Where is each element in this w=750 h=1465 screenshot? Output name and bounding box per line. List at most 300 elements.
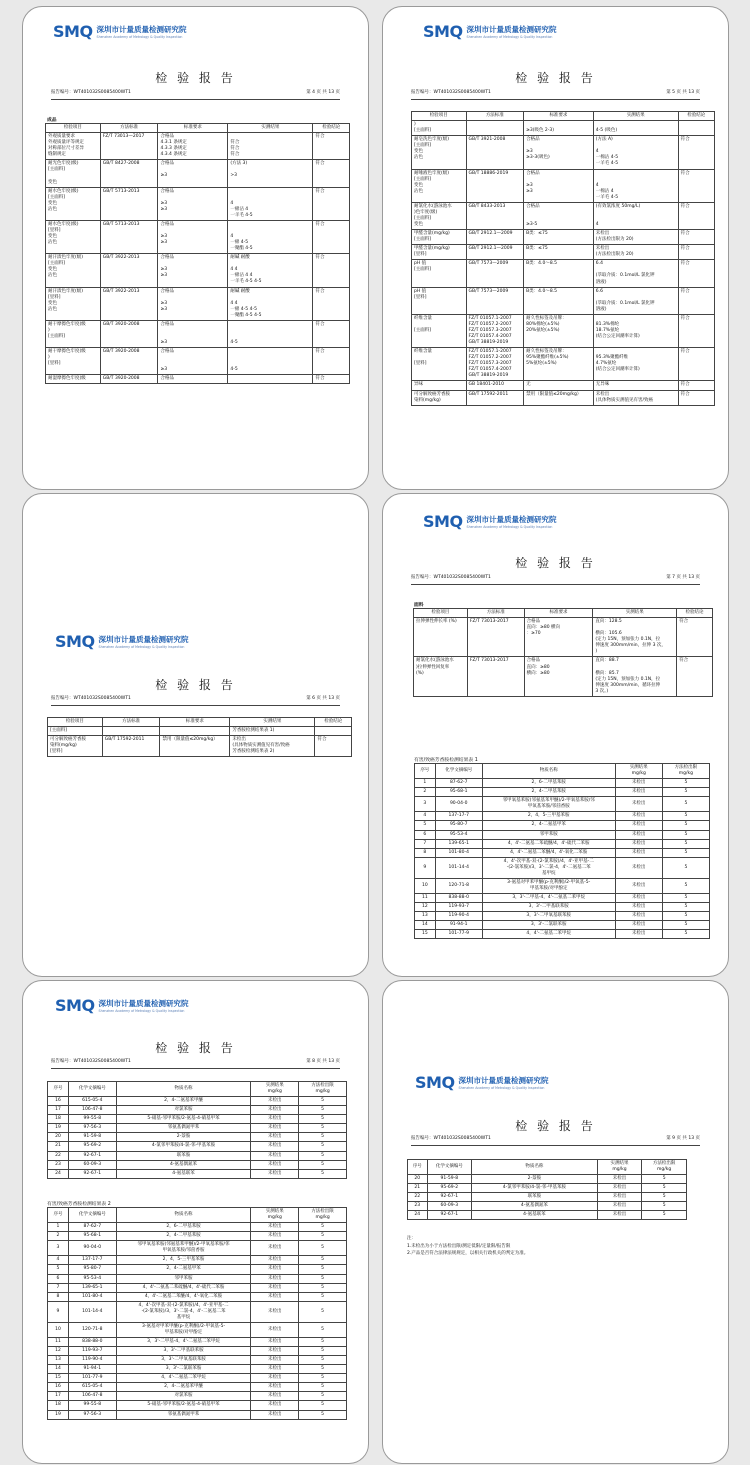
detection-limit: 5: [299, 1401, 347, 1410]
column-header: 物质名称: [116, 1208, 251, 1223]
table-cell: GB/T 17592-2011: [466, 390, 524, 405]
report-page-4: [22, 6, 369, 490]
column-header: 标准要求: [524, 112, 594, 121]
table-header-row: [408, 1160, 687, 1175]
table-cell: 符合: [313, 133, 350, 160]
detection-limit: 5: [642, 1211, 687, 1220]
substance-name: 联苯胺: [116, 1151, 251, 1160]
table-cell: GB/T 3922-2013: [100, 254, 158, 287]
table-cell: 4 一棉沾 4 一羊毛 4-5: [593, 169, 678, 202]
detection-limit: 5: [299, 1142, 347, 1151]
table-row: [48, 1232, 347, 1241]
row-number: 10: [415, 878, 436, 893]
detection-limit: 5: [299, 1292, 347, 1301]
note-line: 2.产品是否符合法律法规规定，以相关行政机关的判定为准。: [407, 1251, 529, 1257]
cas-number: 95-69-2: [427, 1184, 472, 1193]
row-number: 2: [48, 1232, 69, 1241]
row-number: 23: [48, 1160, 69, 1169]
substance-name: 3-氨基对甲苯甲醚(p-克利酮)/2-甲氧基-5- 甲基苯胺/对甲酚定: [116, 1322, 251, 1337]
table-cell: 符合: [313, 187, 350, 220]
table-cell: GB/T 18886-2019: [466, 169, 524, 202]
substance-name: 4-氨基偶氮苯: [116, 1160, 251, 1169]
table-row: [46, 160, 350, 187]
table-row: [48, 1151, 347, 1160]
measured-result: 未检出: [251, 1283, 299, 1292]
table-row: [48, 727, 352, 736]
measured-result: 未检出: [251, 1115, 299, 1124]
table-cell: 直向：128.5 横向：105.6 (定力 15N，预加张力 0.1N，拉 伸速度 300mm/min，拉伸 3 次， ): [593, 618, 677, 657]
substance-name: 3-氨基对甲苯甲醚(p-克利酮)/2-甲氧基-5- 甲基苯胺/对甲酚定: [482, 878, 615, 893]
report-number: 报告编号：WT401032S0085400WT1: [411, 575, 491, 580]
measured-result: 未检出: [251, 1301, 299, 1322]
measured-result: 未检出: [251, 1256, 299, 1265]
table-cell: 符合: [313, 254, 350, 287]
table-row: [415, 812, 710, 821]
table-cell: 无异味: [593, 381, 678, 390]
table-cell: 符合: [313, 287, 350, 320]
measured-result: 未检出: [251, 1232, 299, 1241]
table-cell: 外观质量要求 外观质量评等规定 对称部位尺寸差异 缝制规定: [46, 133, 101, 160]
detection-limit: 5: [299, 1115, 347, 1124]
table-row: [46, 187, 350, 220]
column-header: 方法标准: [467, 609, 524, 618]
column-header: 检验项目: [412, 112, 467, 121]
page-title: 检 验 报 告: [515, 71, 596, 85]
table-row: [415, 894, 710, 903]
cas-number: 119-93-7: [68, 1347, 116, 1356]
table-cell: GB/T 5713-2013: [100, 220, 158, 253]
table-cell: 符合: [313, 375, 350, 384]
cas-number: 838-88-0: [68, 1338, 116, 1347]
measured-result: 未检出: [251, 1241, 299, 1256]
table-cell: 合格品 ≥3: [158, 348, 228, 375]
cas-number: 90-04-0: [68, 1241, 116, 1256]
table-row: [48, 1356, 347, 1365]
cas-number: 97-56-3: [68, 1410, 116, 1419]
table-cell: [466, 121, 524, 136]
table-cell: 未检出 (具体物质实测值见有害/致癌: [593, 390, 678, 405]
table-header-row: [48, 718, 352, 727]
detection-limit: 5: [299, 1347, 347, 1356]
column-header: 检验项目: [414, 609, 468, 618]
table-cell: 4-5: [228, 348, 313, 375]
substance-name: 2，6-二甲基苯胺: [482, 779, 615, 788]
detection-limit: 5: [299, 1223, 347, 1232]
substance-name: 2-萘胺: [472, 1175, 598, 1184]
table-cell: FZ/T 73013-2017: [467, 618, 524, 657]
column-header: 实测结果 mg/kg: [615, 764, 662, 779]
table-cell: FZ/T 01057.1-2007 FZ/T 01057.2-2007 FZ/T 01057.3-2007 FZ/T 01057.4-2007 GB/T 38819-2019: [466, 314, 524, 347]
table-cell: pH 值 [里料]: [412, 287, 467, 314]
measured-result: 未检出: [251, 1169, 299, 1178]
column-header: 物质名称: [116, 1082, 251, 1097]
table-cell: [160, 727, 230, 736]
table-row: [412, 202, 715, 229]
table-cell: GB/T 3922-2013: [100, 287, 158, 320]
table-cell: FZ/T 73013—2017: [100, 133, 158, 160]
detection-limit: 5: [299, 1124, 347, 1133]
table-row: [48, 1106, 347, 1115]
table-row: [48, 1133, 347, 1142]
amine-table-2b: [407, 1159, 687, 1220]
cas-number: 90-04-0: [435, 797, 482, 812]
measured-result: 未检出: [597, 1193, 642, 1202]
detection-limit: 5: [662, 878, 709, 893]
detection-limit: 5: [299, 1383, 347, 1392]
report-page-6: [22, 493, 369, 977]
substance-name: 2，6-二甲基苯胺: [116, 1223, 251, 1232]
table-row: [414, 618, 713, 657]
table-cell: 可分解致癌芳香胺 染料(mg/kg) [里料]: [48, 736, 103, 757]
table-cell: [主面料]: [48, 727, 103, 736]
measured-result: 未检出: [615, 912, 662, 921]
row-number: 4: [48, 1256, 69, 1265]
row-number: 13: [415, 912, 436, 921]
table-cell: 符合: [315, 736, 352, 757]
table-cell: (方法 3) >3: [228, 160, 313, 187]
column-header: 标准要求: [158, 124, 228, 133]
substance-name: 3，3'-二甲基联苯胺: [116, 1347, 251, 1356]
inspection-table-p5: [411, 111, 715, 406]
table-cell: 耐干摩擦色牢度(级 ) [里料]: [46, 348, 101, 375]
detection-limit: 5: [299, 1322, 347, 1337]
cas-number: 91-59-8: [427, 1175, 472, 1184]
row-number: 24: [408, 1211, 428, 1220]
inspection-table-p4: [45, 123, 350, 384]
measured-result: 未检出: [615, 830, 662, 839]
table-row: [48, 1241, 347, 1256]
table-row: [412, 287, 715, 314]
column-header: 方法标准: [466, 112, 524, 121]
table-cell: 符合: [678, 136, 714, 169]
table-cell: 无: [524, 381, 594, 390]
table-cell: 符合: [678, 381, 714, 390]
detection-limit: 5: [299, 1374, 347, 1383]
page-number: 第 5 页 共 13 页: [666, 90, 700, 95]
detection-limit: 5: [299, 1151, 347, 1160]
amine-table-title: 有害/致癌芳香胺检测结果表 2: [47, 1202, 111, 1207]
table-row: [48, 1338, 347, 1347]
report-number: 报告编号：WT401032S0085400WT1: [51, 90, 131, 95]
substance-name: 2，4-二甲基苯胺: [482, 788, 615, 797]
measured-result: 未检出: [615, 921, 662, 930]
amine-table-1b: [47, 1081, 347, 1179]
row-number: 9: [415, 857, 436, 878]
detection-limit: 5: [299, 1097, 347, 1106]
table-cell: 耐唾液色牢度(级) [主面料] 变色 沾色: [412, 169, 467, 202]
table-cell: 合格品 直向：≥80 横向 ：≥70: [524, 618, 593, 657]
table-cell: 耐碱 耐酸 4 4 一棉沾 4 4 一羊毛 4-5 4-5: [228, 254, 313, 287]
measured-result: 未检出: [597, 1211, 642, 1220]
cas-number: 119-90-4: [68, 1356, 116, 1365]
table-row: [415, 878, 710, 893]
row-number: 15: [415, 930, 436, 939]
report-page-5: [382, 6, 729, 490]
row-number: 16: [48, 1097, 69, 1106]
table-cell: 81.3%棉纶 18.7%氨纶 (结合公定回潮率计算): [593, 314, 678, 347]
table-row: [48, 1347, 347, 1356]
table-cell: 禁用（限量值≤20mg/kg）: [524, 390, 594, 405]
column-header: 检验结论: [677, 609, 713, 618]
substance-name: 3，3'-二甲基-4，4'-二氨基二苯甲烷: [116, 1338, 251, 1347]
column-header: 检验结论: [315, 718, 352, 727]
table-cell: 4 一棉沾 4 一羊毛 4-5: [228, 187, 313, 220]
substance-name: 2，4-二氨基甲苯: [482, 821, 615, 830]
table-row: [48, 1274, 347, 1283]
table-cell: 未检出 (方法检出限为 20): [593, 230, 678, 245]
substance-name: 4，4'-二氨基二苯甲烷: [116, 1374, 251, 1383]
column-header: 序号: [48, 1208, 69, 1223]
substance-name: 2，4-二甲基苯胺: [116, 1232, 251, 1241]
measured-result: 未检出: [615, 894, 662, 903]
substance-name: 邻甲氧基苯胺(邻氨基苯甲醚)/2-甲氧基苯胺/邻 甲氧基苯胺/邻茴香胺: [482, 797, 615, 812]
table-cell: B类：≤75: [524, 245, 594, 260]
table-cell: GB/T 3921-2008: [466, 136, 524, 169]
table-cell: 纤维含量 [主面料]: [412, 314, 467, 347]
row-number: 17: [48, 1392, 69, 1401]
report-number: 报告编号：WT401032S0085400WT1: [411, 1136, 491, 1141]
table-row: [48, 1283, 347, 1292]
table-cell: GB/T 3920-2008: [100, 375, 158, 384]
cas-number: 106-47-8: [68, 1106, 116, 1115]
table-cell: 合格品: [158, 375, 228, 384]
measured-result: 未检出: [251, 1392, 299, 1401]
column-header: 实测结果: [593, 112, 678, 121]
row-number: 18: [48, 1115, 69, 1124]
table-cell: 6.4 (萃取介质：0.1mol/L 氯化钾 溶液): [593, 260, 678, 287]
table-cell: 符合: [313, 348, 350, 375]
measured-result: 未检出: [597, 1184, 642, 1193]
cas-number: 91-59-8: [68, 1133, 116, 1142]
cas-number: 99-55-8: [68, 1115, 116, 1124]
row-number: 3: [48, 1241, 69, 1256]
substance-name: 4-氨基联苯: [472, 1211, 598, 1220]
table-row: [415, 797, 710, 812]
table-row: [48, 1410, 347, 1419]
cas-number: 106-47-8: [68, 1392, 116, 1401]
cas-number: 60-09-3: [427, 1202, 472, 1211]
cas-number: 92-67-1: [68, 1169, 116, 1178]
report-number: 报告编号：WT401032S0085400WT1: [51, 1059, 131, 1064]
cas-number: 838-88-0: [435, 894, 482, 903]
table-cell: GB/T 7573—2009: [466, 287, 524, 314]
table-cell: 符合: [678, 245, 714, 260]
substance-name: 4，4'-次甲基-双-(2-氯苯胺)/4，4'-亚甲基-二 -(2-氯苯胺)/3，3'-二氯-4，4'-二氨基二苯 基甲烷: [116, 1301, 251, 1322]
detection-limit: 5: [662, 848, 709, 857]
table-cell: [678, 121, 714, 136]
detection-limit: 5: [299, 1365, 347, 1374]
column-header: 方法标准: [100, 124, 158, 133]
table-row: [48, 1401, 347, 1410]
table-cell: 异味: [412, 381, 467, 390]
table-row: [48, 1169, 347, 1178]
row-number: 19: [48, 1124, 69, 1133]
cas-number: 119-93-7: [435, 903, 482, 912]
substance-name: 4，4'-二氨基二苯醚/4，4'-氧化二苯胺: [482, 848, 615, 857]
table-cell: 可分解致癌芳香胺 染料(mg/kg): [412, 390, 467, 405]
report-page-9: [382, 980, 729, 1464]
row-number: 16: [48, 1383, 69, 1392]
column-header: 物质名称: [472, 1160, 598, 1175]
table-cell: GB/T 3920-2008: [100, 320, 158, 347]
table-cell: FZ/T 01057.1-2007 FZ/T 01057.2-2007 FZ/T 01057.3-2007 FZ/T 01057.4-2007 GB/T 38819-2019: [466, 348, 524, 381]
detection-limit: 5: [642, 1202, 687, 1211]
substance-name: 邻甲苯胺: [482, 830, 615, 839]
table-row: [46, 287, 350, 320]
cas-number: 120-71-8: [68, 1322, 116, 1337]
table-row: [46, 133, 350, 160]
detection-limit: 5: [299, 1356, 347, 1365]
table-cell: 耐久性标签及吊牌： 80%棉纶(±5%) 20%氨纶(±5%): [524, 314, 594, 347]
table-cell: 耐碱 耐酸 4 4 一棉 4-5 4-5 一聚酯 4-5 4-5: [228, 287, 313, 320]
measured-result: 未检出: [251, 1223, 299, 1232]
column-header: 方法检出限 mg/kg: [299, 1208, 347, 1223]
column-header: 检验项目: [48, 718, 103, 727]
table-row: [48, 1142, 347, 1151]
table-row: [415, 903, 710, 912]
measured-result: 未检出: [615, 821, 662, 830]
substance-name: 邻氨基偶氮甲苯: [116, 1410, 251, 1419]
detection-limit: 5: [662, 830, 709, 839]
cas-number: 87-62-7: [435, 779, 482, 788]
cas-number: 95-80-7: [435, 821, 482, 830]
substance-name: 3，3'-二氯联苯胺: [116, 1365, 251, 1374]
table-cell: 符合: [678, 390, 714, 405]
table-cell: FZ/T 73013-2017: [467, 657, 524, 696]
table-row: [408, 1211, 687, 1220]
table-cell: 合格品 ≥3 ≥3: [524, 169, 594, 202]
detection-limit: 5: [299, 1241, 347, 1256]
column-header: 实测结果: [230, 718, 315, 727]
table-row: [48, 1301, 347, 1322]
table-cell: 纤维含量 [里料]: [412, 348, 467, 381]
substance-name: 5-硝基-邻甲苯胺/2-氨基-4-硝基甲苯: [116, 1401, 251, 1410]
row-number: 22: [408, 1193, 428, 1202]
detection-limit: 5: [662, 797, 709, 812]
table-row: [412, 169, 715, 202]
table-row: [408, 1175, 687, 1184]
row-number: 11: [48, 1338, 69, 1347]
table-row: [46, 375, 350, 384]
table-cell: 耐干摩擦色牢度(级 ) [主面料]: [46, 320, 101, 347]
page-title: 检 验 报 告: [155, 678, 236, 692]
row-number: 23: [408, 1202, 428, 1211]
measured-result: 未检出: [597, 1202, 642, 1211]
row-number: 20: [48, 1133, 69, 1142]
table-row: [46, 220, 350, 253]
table-row: [415, 857, 710, 878]
cas-number: 137-17-7: [68, 1256, 116, 1265]
table-row: [48, 1322, 347, 1337]
table-row: [48, 1292, 347, 1301]
table-cell: 合格品 直向：≥80 横向：≥80: [524, 657, 593, 696]
substance-name: 4-氨基联苯: [116, 1169, 251, 1178]
table-row: [48, 1115, 347, 1124]
detection-limit: 5: [662, 912, 709, 921]
measured-result: 未检出: [251, 1347, 299, 1356]
measured-result: 未检出: [251, 1401, 299, 1410]
table-row: [48, 1374, 347, 1383]
column-header: 实测结果: [228, 124, 313, 133]
table-row: [46, 320, 350, 347]
detection-limit: 5: [662, 921, 709, 930]
row-number: 1: [415, 779, 436, 788]
cas-number: 92-67-1: [427, 1193, 472, 1202]
section-label: 成品: [47, 118, 57, 123]
page-number: 第 7 页 共 13 页: [666, 575, 700, 580]
column-header: 检验结论: [313, 124, 350, 133]
measured-result: 未检出: [251, 1338, 299, 1347]
report-notes: [407, 1235, 528, 1258]
cas-number: 91-94-1: [68, 1365, 116, 1374]
row-number: 17: [48, 1106, 69, 1115]
substance-name: 对氯苯胺: [116, 1392, 251, 1401]
substance-name: 2-萘胺: [116, 1133, 251, 1142]
detection-limit: 5: [299, 1232, 347, 1241]
table-cell: (有效氯浓度 50mg/L) 4: [593, 202, 678, 229]
substance-name: 4，4'-次甲基-双-(2-氯苯胺)/4，4'-亚甲基-二 -(2-氯苯胺)/3，3'-二氯-4，4'-二氨基二苯 基甲烷: [482, 857, 615, 878]
row-number: 7: [415, 839, 436, 848]
column-header: 化学文摘编号: [427, 1160, 472, 1175]
cas-number: 99-55-8: [68, 1401, 116, 1410]
table-cell: 符合: [678, 202, 714, 229]
table-row: [414, 657, 713, 696]
table-cell: 直向：88.7 横向：85.7 (定力 15N，预加张力 0.1N，拉 伸速度 300mm/min，循环拉伸 3 次。): [593, 657, 677, 696]
inspection-table-p6: [47, 717, 352, 757]
detection-limit: 5: [299, 1106, 347, 1115]
detection-limit: 5: [299, 1133, 347, 1142]
table-row: [415, 839, 710, 848]
table-cell: 耐汗渍色牢度(级) [里料] 变色 沾色: [46, 287, 101, 320]
inspection-table-p7: [413, 608, 713, 697]
table-cell: 甲醛含量(mg/kg) [主面料]: [412, 230, 467, 245]
cas-number: 615-05-4: [68, 1097, 116, 1106]
amine-table-1a: [414, 763, 710, 939]
substance-name: 5-硝基-邻甲苯胺/2-氨基-4-硝基甲苯: [116, 1115, 251, 1124]
column-header: 方法检出限 mg/kg: [299, 1082, 347, 1097]
substance-name: 邻氨基偶氮甲苯: [116, 1124, 251, 1133]
report-number: 报告编号：WT401032S0085400WT1: [411, 90, 491, 95]
substance-name: 3，3'-二甲基联苯胺: [482, 903, 615, 912]
amine-table-2a: [47, 1207, 347, 1420]
table-header-row: [48, 1208, 347, 1223]
detection-limit: 5: [662, 857, 709, 878]
row-number: 6: [415, 830, 436, 839]
table-row: [415, 921, 710, 930]
smq-logo: SMQ 深圳市计量质量检测研究院 Shenzhen Academy of Metrology & Quality Inspection: [53, 22, 187, 41]
cas-number: 101-80-4: [68, 1292, 116, 1301]
row-number: 11: [415, 894, 436, 903]
row-number: 21: [408, 1184, 428, 1193]
table-row: [48, 1265, 347, 1274]
table-row: [408, 1193, 687, 1202]
table-row: [412, 314, 715, 347]
measured-result: 未检出: [251, 1097, 299, 1106]
cas-number: 101-77-9: [435, 930, 482, 939]
column-header: 序号: [48, 1082, 69, 1097]
table-cell: 合格品 ≥3: [158, 160, 228, 187]
page-number: 第 4 页 共 13 页: [306, 90, 340, 95]
smq-logo: SMQ 深圳市计量质量检测研究院 Shenzhen Academy of Metrology & Quality Inspection: [423, 512, 557, 531]
row-number: 15: [48, 1374, 69, 1383]
column-header: 检验项目: [46, 124, 101, 133]
table-cell: 4-5: [228, 320, 313, 347]
cas-number: 92-67-1: [68, 1151, 116, 1160]
table-row: [46, 348, 350, 375]
detection-limit: 5: [662, 930, 709, 939]
table-cell: 合格品 ≥3 ≥3: [158, 220, 228, 253]
row-number: 14: [415, 921, 436, 930]
